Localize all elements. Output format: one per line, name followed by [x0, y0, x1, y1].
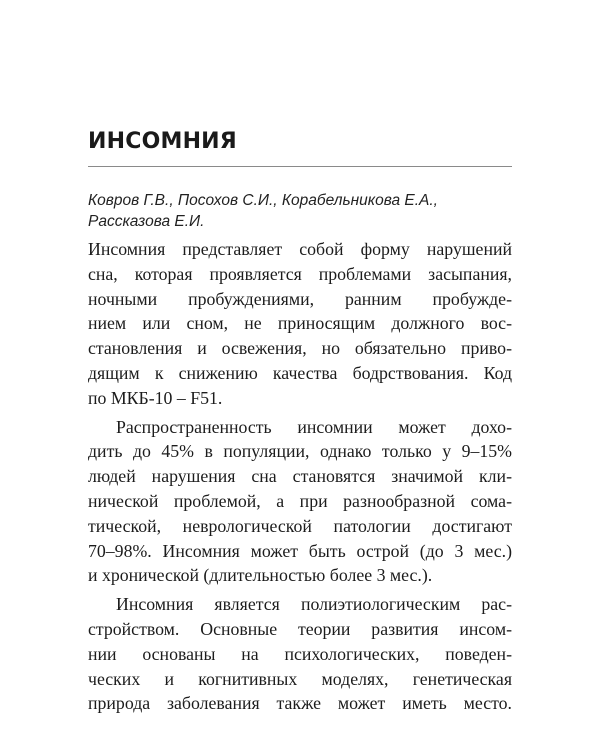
authors-block — [88, 190, 512, 232]
text-line: нием или сном, не приносящим должного вос- — [88, 313, 512, 334]
authors-line-1: Ковров Г.В., Посохов С.И., Корабельникова Е.А., — [88, 192, 438, 209]
title-divider — [88, 166, 512, 167]
document-page — [88, 0, 512, 750]
authors-line-2: Рассказова Е.И. — [88, 213, 205, 230]
text-line: Инсомния является полиэтиологическим рас- — [116, 594, 512, 615]
text-line: ческих и когнитивных моделях, генетическая — [88, 668, 512, 689]
text-line: стройством. Основные теории развития инсом- — [88, 618, 512, 639]
text-line: нии основаны на психологических, поведен- — [88, 643, 512, 664]
text-line: и хронической (длительностью более 3 мес.). — [88, 565, 433, 586]
text-line: ночными пробуждениями, ранним пробужде- — [88, 288, 512, 309]
text-line: Инсомния представляет собой форму нарушений — [88, 239, 512, 259]
text-line: 70–98%. Инсомния может быть острой (до 3 мес.) — [88, 540, 512, 561]
text-line: природа заболевания также может иметь место. — [88, 693, 512, 714]
paragraph-1 — [88, 237, 512, 411]
text-line: нической проблемой, а при разнообразной сома- — [88, 490, 512, 511]
text-line: тической, неврологической патологии достигают — [88, 515, 512, 536]
text-line: людей нарушения сна становятся значимой кли- — [88, 466, 512, 487]
text-line: по МКБ-10 – F51. — [88, 387, 223, 408]
text-line: сна, которая проявляется проблемами засыпания, — [88, 263, 512, 284]
paragraph-3 — [88, 592, 512, 716]
chapter-title: ИНСОМНИЯ — [88, 129, 237, 154]
text-line: дящим к снижению качества бодрствования. Код — [88, 362, 512, 383]
text-line: Распространенность инсомнии может дохо- — [116, 416, 512, 437]
body-text — [88, 237, 512, 716]
paragraph-2 — [88, 415, 512, 589]
text-line: становления и освежения, но обязательно приво- — [88, 338, 512, 359]
text-line: дить до 45% в популяции, однако только у 9–15% — [88, 441, 512, 462]
